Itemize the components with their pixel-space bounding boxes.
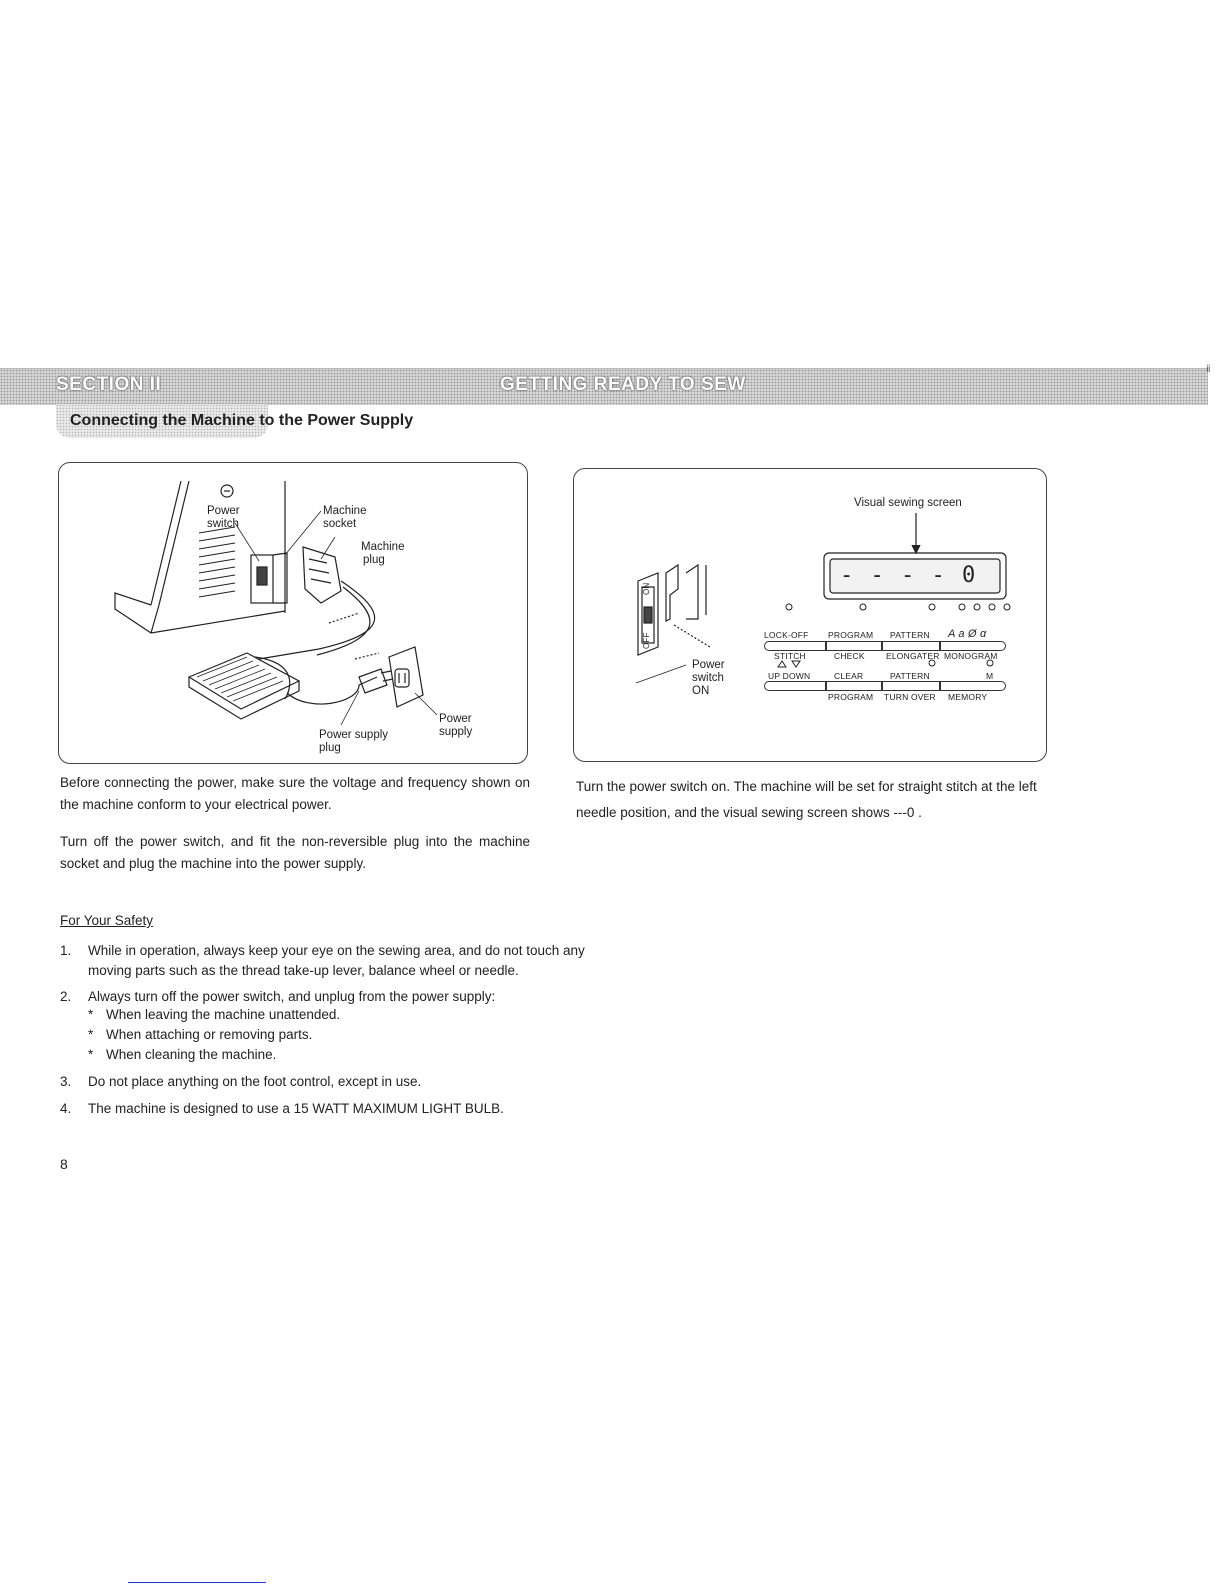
pattern-2-key[interactable]: [882, 681, 940, 691]
label-power-supply-line1: Power: [439, 713, 472, 725]
section-label: SECTION II: [56, 374, 162, 395]
label-machine-socket-line2: socket: [323, 518, 357, 530]
up-down-key[interactable]: [764, 681, 826, 691]
safety-item-2-number: 2.: [60, 989, 72, 1004]
safety-heading: For Your Safety: [60, 913, 154, 928]
label-power-switch-on-line1: Power: [692, 659, 725, 671]
safety-subitem-mark: *: [88, 1047, 94, 1062]
label-power-supply-line2: supply: [439, 726, 473, 738]
label-power-supply-plug-line2: plug: [319, 742, 341, 754]
paragraph-switch-on: Turn the power switch on. The machine will be set for straight stitch at the left needle position, and the visual sewing screen shows ---0 .: [576, 779, 1037, 820]
label-power-switch-on-line2: switch: [692, 672, 724, 684]
paragraph-voltage-check: Before connecting the power, make sure the voltage and frequency shown on the machine conform to your electrical power.: [60, 775, 530, 812]
key-label-lock-off: LOCK-OFF: [764, 630, 809, 640]
label-power-supply: [439, 713, 472, 739]
bottom-link-underline: [128, 1582, 266, 1583]
label-power-switch-on: [692, 659, 725, 698]
safety-item-1-text-line2: moving parts such as the thread take-up lever, balance wheel or needle.: [88, 963, 519, 978]
key-label-monogram: MONOGRAM: [944, 651, 998, 661]
label-machine-socket: [323, 505, 366, 531]
label-machine-plug-line2: plug: [363, 554, 385, 566]
safety-subitem-3: When cleaning the machine.: [106, 1047, 277, 1062]
lock-off-key[interactable]: [764, 641, 826, 651]
paragraph-connect-plug: Turn off the power switch, and fit the non-reversible plug into the machine socket and plug the machine into the power supply.: [60, 834, 530, 871]
label-power-supply-plug-line1: Power supply: [319, 729, 389, 741]
key-label-clear: CLEAR: [834, 671, 864, 681]
label-power-switch-line1: Power: [207, 505, 240, 517]
safety-subitem-1: When leaving the machine unattended.: [106, 1007, 341, 1022]
label-machine-socket-line1: Machine: [323, 505, 367, 517]
power-connection-figure: [58, 462, 528, 764]
safety-item-1-text: While in operation, always keep your eye on the sewing area, and do not touch any: [88, 943, 585, 958]
safety-item-4-text: The machine is designed to use a 15 WATT MAXIMUM LIGHT BULB.: [88, 1101, 504, 1116]
page-number: 8: [60, 1156, 68, 1172]
power-switch-figure: [573, 468, 1047, 762]
monogram-key[interactable]: [940, 641, 1006, 651]
clear-key[interactable]: [826, 681, 882, 691]
key-label-program: PROGRAM: [828, 630, 874, 640]
safety-item-3-number: 3.: [60, 1074, 72, 1089]
key-label-program-2: PROGRAM: [828, 692, 874, 702]
safety-item-3-text: Do not place anything on the foot control, except in use.: [88, 1074, 422, 1089]
key-label-pattern-2: PATTERN: [890, 671, 930, 681]
key-label-check: CHECK: [834, 651, 865, 661]
pattern-key[interactable]: [882, 641, 940, 651]
key-label-elongater: ELONGATER: [886, 651, 940, 661]
safety-item-4-number: 4.: [60, 1101, 72, 1116]
switch-off-label: OFF: [642, 632, 651, 649]
label-power-switch-line2: switch: [207, 518, 239, 530]
safety-item-2-text: Always turn off the power switch, and unplug from the power supply:: [88, 989, 496, 1004]
switch-on-label: ON: [642, 582, 651, 595]
safety-subitem-2: When attaching or removing parts.: [106, 1027, 313, 1042]
screen-display: - - - - 0: [840, 563, 978, 588]
key-label-monogram-styles: A a Ø α: [948, 628, 987, 640]
label-power-supply-plug: [319, 729, 388, 755]
key-label-turn-over: TURN OVER: [884, 692, 936, 702]
label-power-switch: [207, 505, 240, 531]
safety-subitem-mark: *: [88, 1027, 94, 1042]
key-label-stitch: STITCH: [774, 651, 806, 661]
memory-key[interactable]: [940, 681, 1006, 691]
safety-item-1-number: 1.: [60, 943, 72, 958]
label-power-switch-on-line3: ON: [692, 685, 710, 697]
key-label-m: M: [986, 671, 994, 681]
edge-mark: ⅱ: [1206, 364, 1211, 375]
key-label-pattern: PATTERN: [890, 630, 930, 640]
label-machine-plug: [361, 541, 404, 567]
safety-subitem-mark: *: [88, 1007, 94, 1022]
section-title: GETTING READY TO SEW: [500, 374, 746, 395]
key-label-up-down: UP DOWN: [768, 671, 811, 681]
program-key[interactable]: [826, 641, 882, 651]
control-panel-illustration: [574, 469, 1046, 761]
page-subheading: Connecting the Machine to the Power Supply: [70, 412, 414, 429]
label-machine-plug-line1: Machine: [361, 541, 405, 553]
label-visual-sewing-screen: Visual sewing screen: [854, 497, 962, 509]
key-label-memory: MEMORY: [948, 692, 988, 702]
